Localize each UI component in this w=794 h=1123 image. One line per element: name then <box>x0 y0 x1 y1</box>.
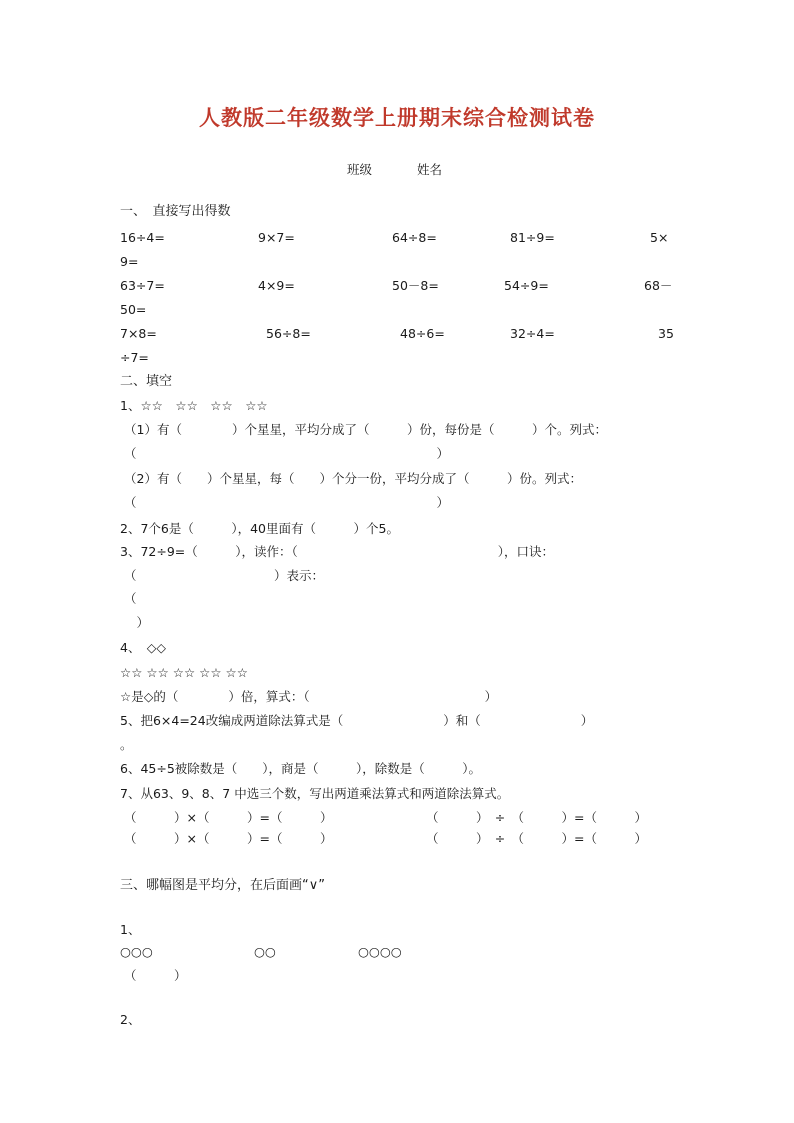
question-3: 3、72÷9=（ ），读作：（ ），口诀： <box>120 544 555 559</box>
calc-item: 50－8= <box>392 278 439 293</box>
calc-item: 7×8= <box>120 326 157 341</box>
section2-heading: 二、填空 <box>120 374 173 389</box>
calc-item: 32÷4= <box>510 326 555 341</box>
calc-item-wrap: 50= <box>120 302 147 317</box>
calc-item: 4×9= <box>258 278 295 293</box>
division-blank[interactable]: （ ） ÷ （ ）=（ ） <box>426 831 647 846</box>
calc-item: 9×7= <box>258 230 295 245</box>
answer-blank[interactable]: （ ） <box>124 968 187 983</box>
class-label: 班级 <box>347 162 373 177</box>
question-3-line2: （ ）表示： <box>124 568 325 583</box>
question-5: 5、把6×4=24改编成两道除法算式是（ ）和（ ） <box>120 713 594 728</box>
circle-group: ○○○○ <box>358 944 402 959</box>
name-label: 姓名 <box>417 162 443 177</box>
question-6: 6、45÷5被除数是（ ），商是（ ），除数是（ ）。 <box>120 761 482 776</box>
calc-item: 16÷4= <box>120 230 165 245</box>
question-7: 7、从63、9、8、7 中选三个数，写出两道乘法算式和两道除法算式。 <box>120 786 510 801</box>
calc-item: 5× <box>650 230 669 245</box>
section3-heading: 三、哪幅图是平均分，在后面画“∨” <box>120 878 325 893</box>
calc-item: 81÷9= <box>510 230 555 245</box>
calc-item: 68－ <box>644 278 673 293</box>
question-5-end: 。 <box>120 737 133 752</box>
multiplication-blank[interactable]: （ ）×（ ）=（ ） <box>124 810 333 825</box>
section1-heading: 一、 直接写出得数 <box>120 204 231 219</box>
calc-item: 35 <box>658 326 674 341</box>
question-2: 2、7个6是（ ），40里面有（ ）个5。 <box>120 521 399 536</box>
calc-item: 54÷9= <box>504 278 549 293</box>
question-4-text: ☆是◇的（ ）倍，算式：（ ） <box>120 689 498 704</box>
calc-item: 56÷8= <box>266 326 311 341</box>
circle-group: ○○ <box>254 944 276 959</box>
question-4-stars: ☆☆ ☆☆ ☆☆ ☆☆ ☆☆ <box>120 665 248 680</box>
question-3-line4: ） <box>124 615 150 630</box>
calc-item: 63÷7= <box>120 278 165 293</box>
question-1-part2: （2）有（ ）个星星，每（ ）个分一份，平均分成了（ ）份。列式： <box>124 471 582 486</box>
section3-question-1: 1、 <box>120 922 141 937</box>
calc-item: 64÷8= <box>392 230 437 245</box>
section3-question-2: 2、 <box>120 1012 141 1027</box>
answer-blank[interactable]: （ ） <box>124 446 450 461</box>
multiplication-blank[interactable]: （ ）×（ ）=（ ） <box>124 831 333 846</box>
calc-item: 48÷6= <box>400 326 445 341</box>
calc-item-wrap: ÷7= <box>120 350 149 365</box>
question-1-part1: （1）有（ ）个星星，平均分成了（ ）份，每份是（ ）个。列式： <box>124 422 607 437</box>
answer-blank[interactable]: （ ） <box>124 495 450 510</box>
division-blank[interactable]: （ ） ÷ （ ）=（ ） <box>426 810 647 825</box>
calc-item-wrap: 9= <box>120 254 139 269</box>
circle-group: ○○○ <box>120 944 153 959</box>
question-3-line3: （ <box>124 591 137 606</box>
page-title: 人教版二年级数学上册期末综合检测试卷 <box>199 105 595 130</box>
question-4: 4、 ◇◇ <box>120 640 166 655</box>
question-1: 1、☆☆ ☆☆ ☆☆ ☆☆ <box>120 398 268 413</box>
